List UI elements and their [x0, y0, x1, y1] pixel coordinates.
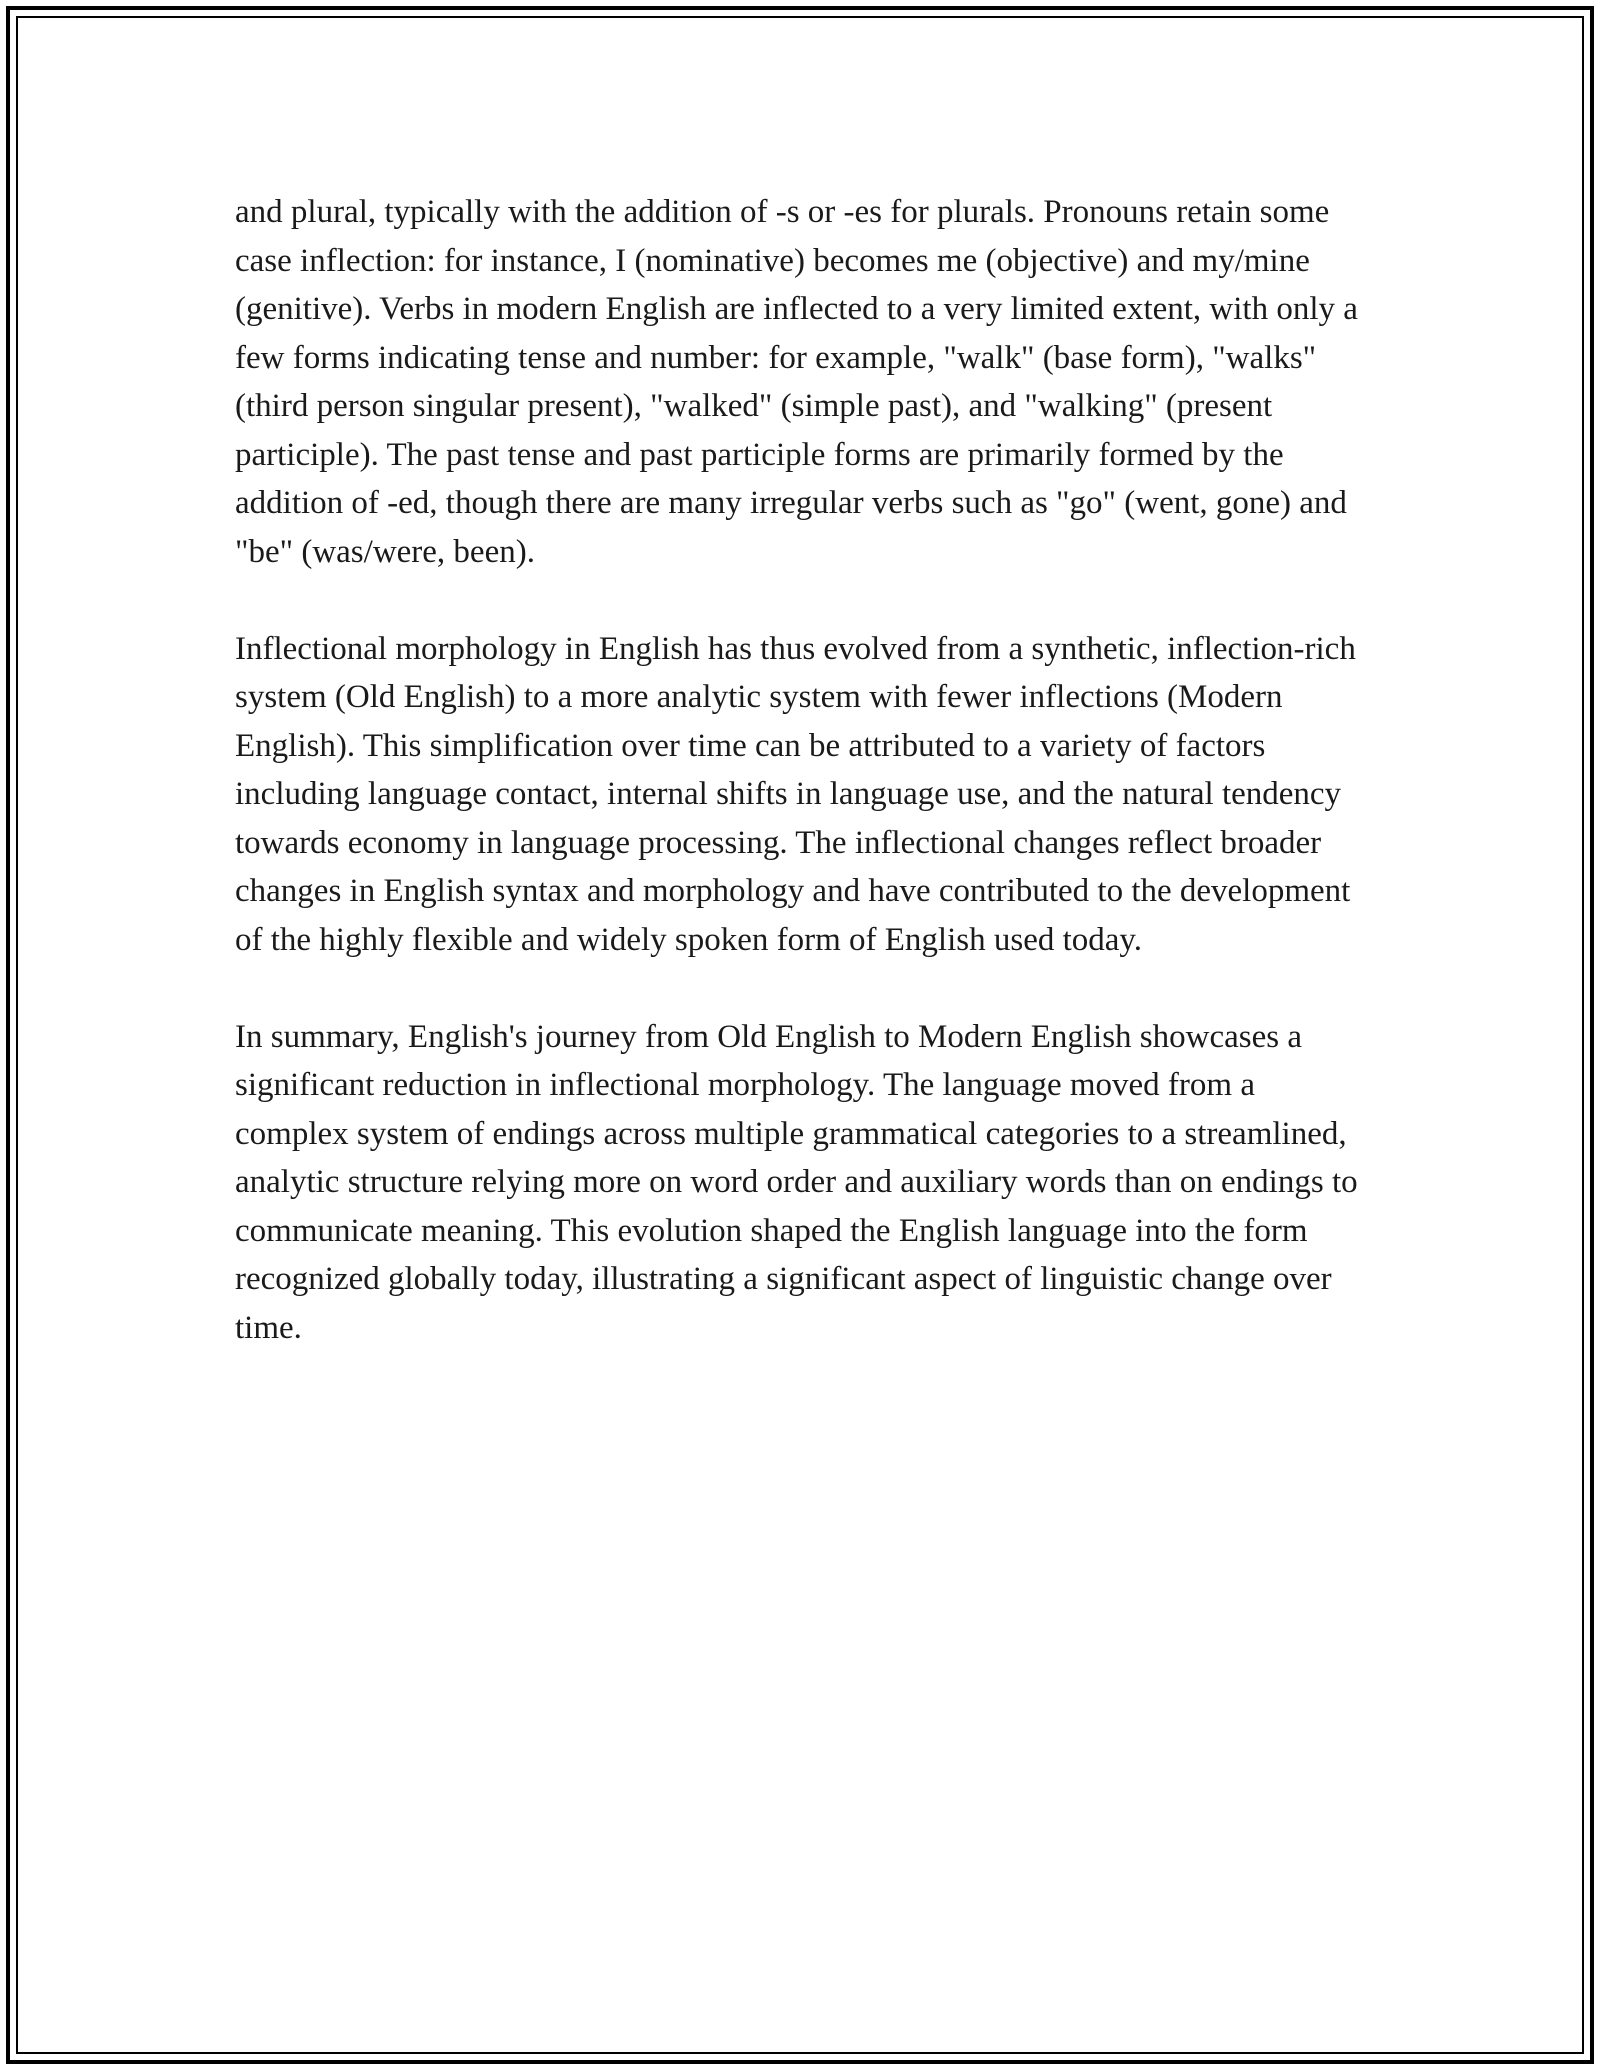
- paragraph: In summary, English's journey from Old English to Modern English showcases a significant reduction in inflectional morphology. The language moved from a complex system of endings across multiple grammatical categories to a streamlined, analytic structure relying more on word order and auxiliary words than on endings to communicate meaning. This evolution shaped the English language into the form recognized globally today, illustrating a significant aspect of linguistic change over time.: [235, 1018, 1358, 1346]
- paragraph: Inflectional morphology in English has thus evolved from a synthetic, inflection-rich system (Old English) to a more analytic system with fewer inflections (Modern English). This simplification over time can be attributed to a variety of factors including language contact, internal shifts in language use, and the natural tendency towards economy in language processing. The inflectional changes reflect broader changes in English syntax and morphology and have contributed to the development of the highly flexible and widely spoken form of English used today.: [235, 630, 1356, 958]
- paragraph: and plural, typically with the addition of -s or -es for plurals. Pronouns retain some case inflection: for instance, I (nominative) becomes me (objective) and my/mine (genitive). Verbs in modern English are inflected to a very limited extent, with only a few forms indicating tense and number: for example, "walk" (base form), "walks" (third person singular present), "walked" (simple past), and "walking" (present participle). The past tense and past participle forms are primarily formed by the addition of -ed, though there are many irregular verbs such as "go" (went, gone) and "be" (was/were, been).: [235, 194, 1358, 570]
- document-body: [235, 188, 1375, 1401]
